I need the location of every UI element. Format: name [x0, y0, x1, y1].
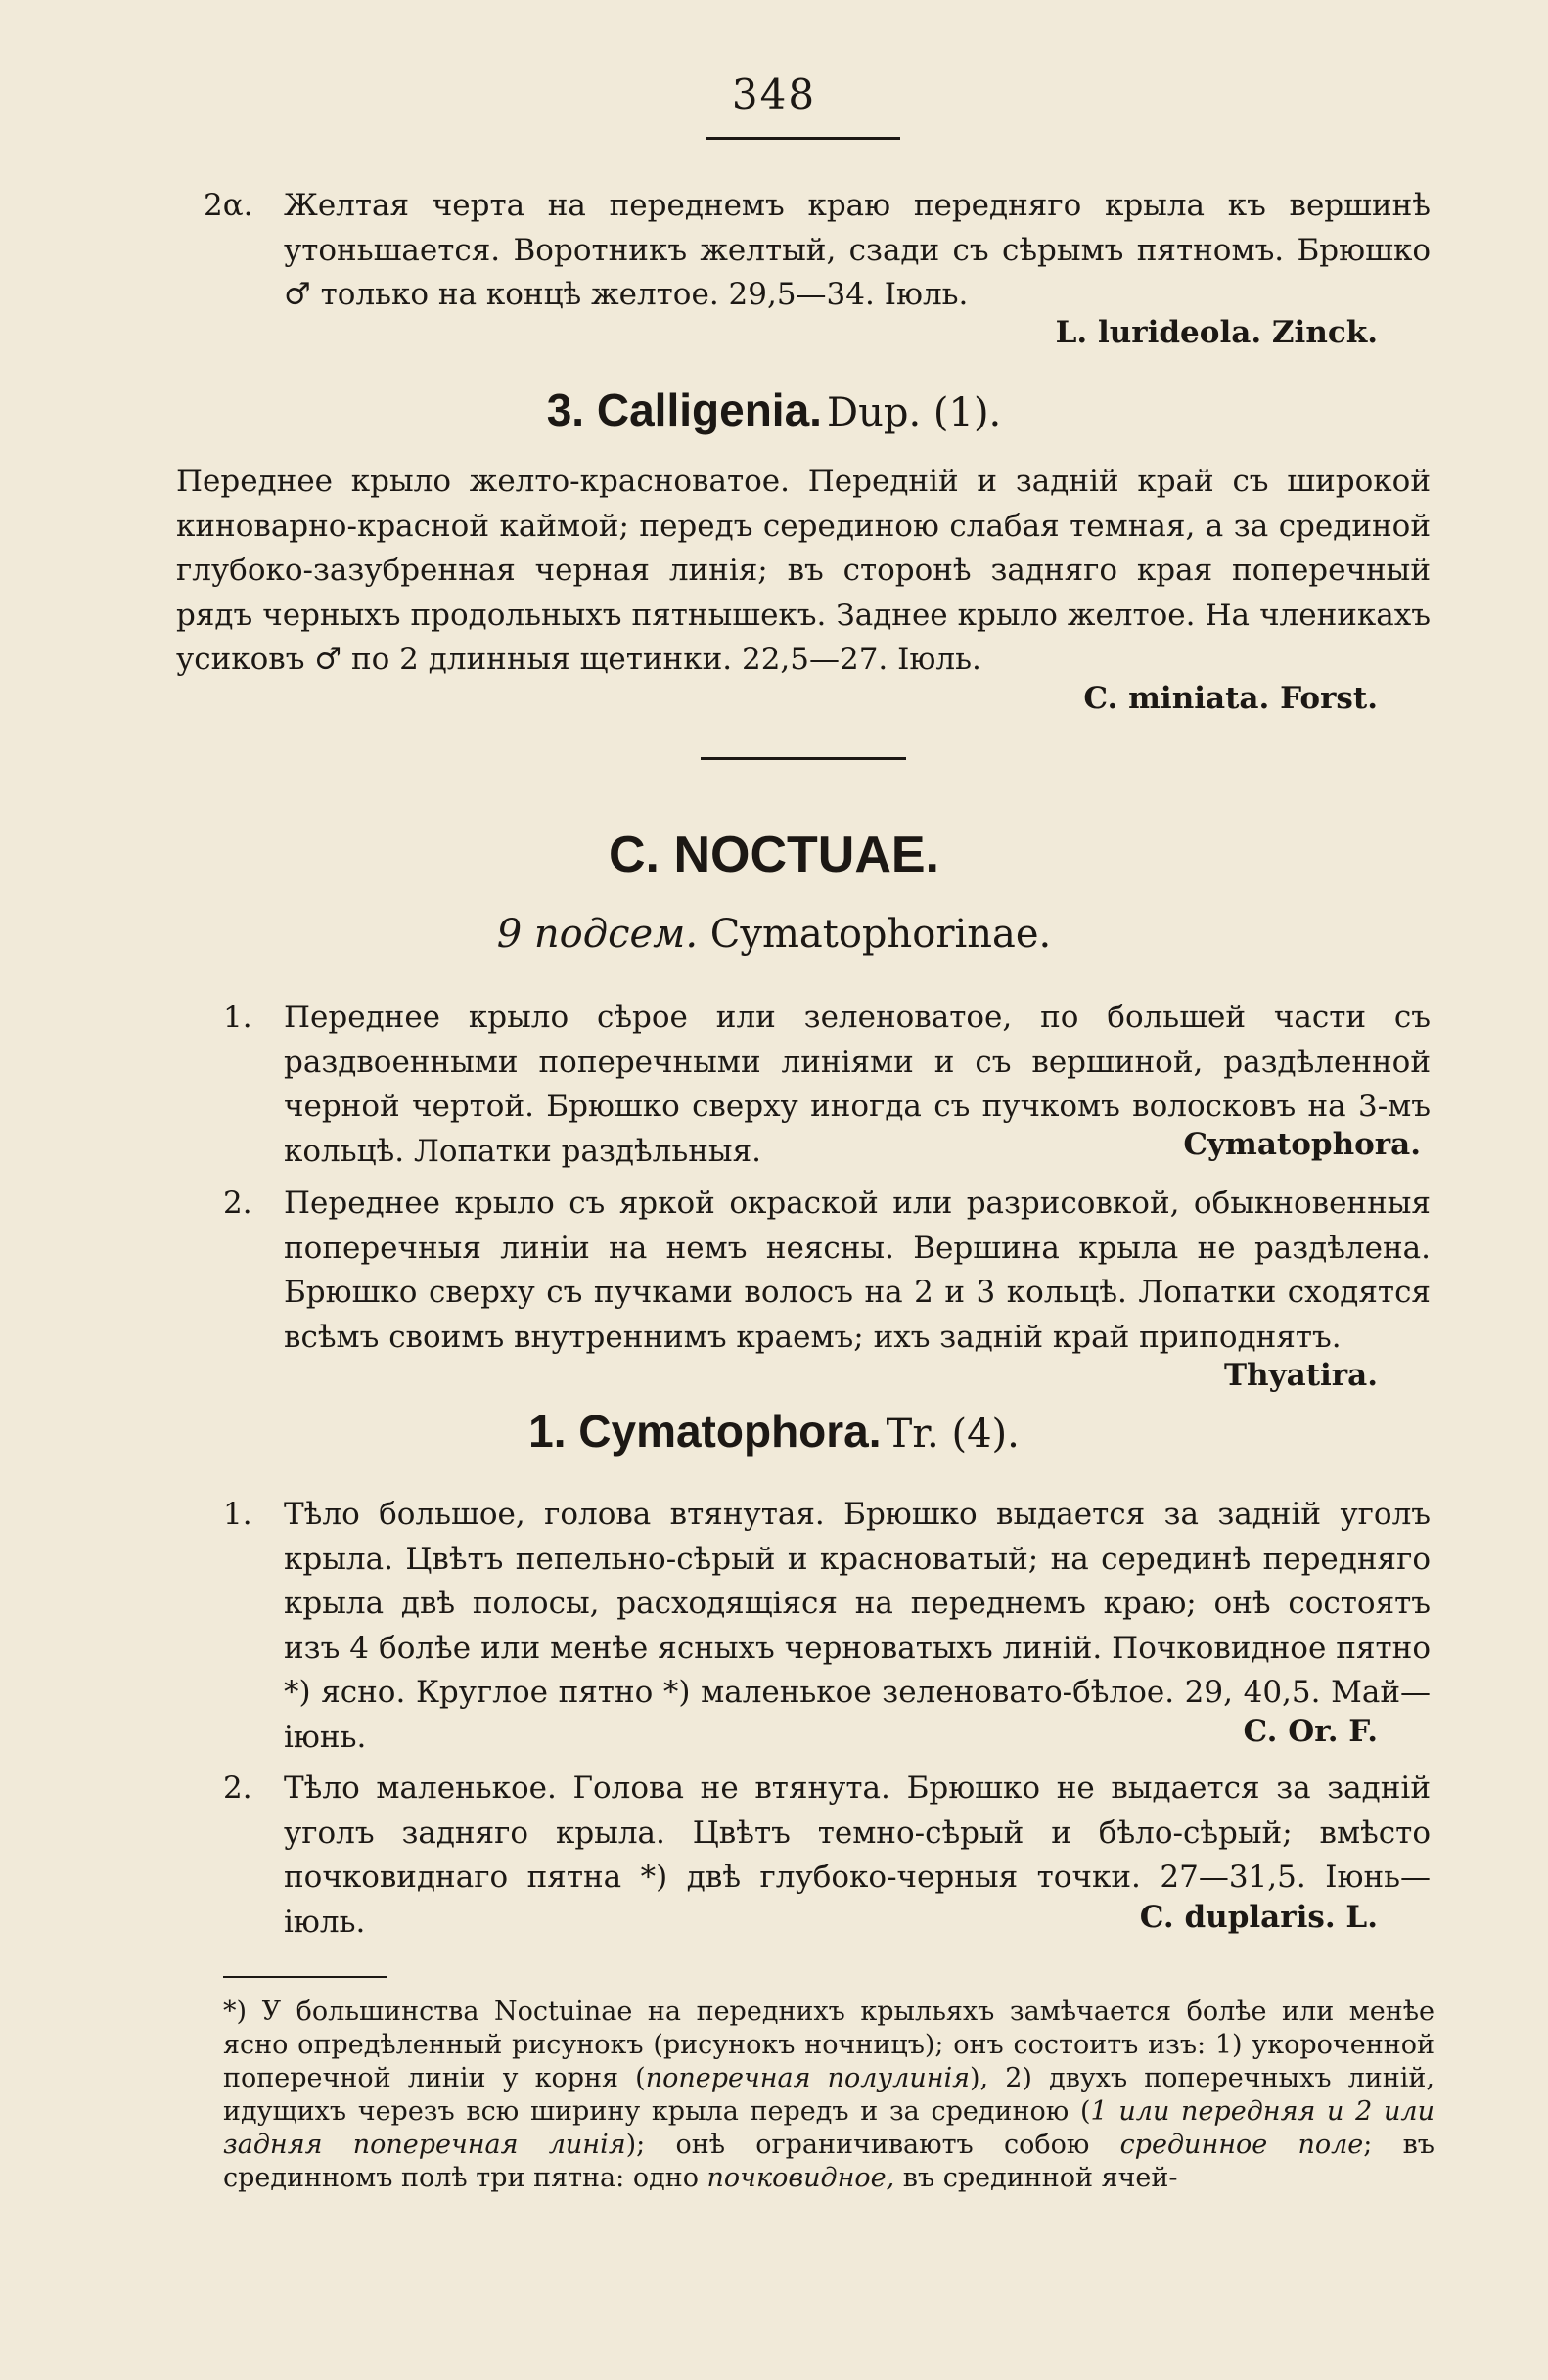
footnote-term-3: срединное поле: [1119, 2130, 1364, 2160]
footnote-term-2: 1 или передняя и 2 или задняя поперечная линія: [223, 2096, 1434, 2160]
key-2-text: Переднее крыло съ яркой окраской или разрисовкой, обыкновенныя поперечныя линіи на немъ неясны. Вершина крыла не раздѣлена. Брюшко сверху съ пучками волосъ на 2 и 3 кольцѣ. Лопатки сходятся всѣмъ своимъ внутреннимъ краемъ; ихъ задній край приподнятъ.: [284, 1186, 1431, 1355]
section-title: C. NOCTUAE.: [609, 827, 939, 883]
page-number: 348: [731, 70, 817, 118]
footnote-text-4: ; въ срединномъ полѣ три пятна: одно: [223, 2130, 1434, 2193]
footnote-term-1: поперечная полулинія: [645, 2063, 971, 2093]
key-1-target: Cymatophora.: [1183, 1127, 1421, 1162]
entry-2a-text: Желтая черта на переднемъ краю передняго крыла къ вершинѣ утоньшается. Воротникъ желтый, сзади съ сѣрымъ пятномъ. Брюшко ♂ только на концѣ желтое. 29,5—34. Іюль.: [284, 188, 1431, 312]
subfamily-heading: [0, 912, 1548, 957]
key-2-number: 2.: [223, 1186, 252, 1221]
footnote-text-3: ); онѣ ограничиваютъ собою: [625, 2130, 1120, 2160]
key-2-target: Thyatira.: [1223, 1358, 1378, 1393]
section-divider: [701, 757, 906, 760]
footnote: [223, 1996, 1434, 2195]
species-key-1-text: Тѣло большое, голова втянутая. Брюшко выдается за задній уголъ крыла. Цвѣтъ пепельно-сѣрый и красноватый; на серединѣ передняго крыла двѣ полосы, расходящіяся на переднемъ краю; онѣ состоятъ изъ 4 болѣе или менѣе ясныхъ черноватыхъ линій. Почковидное пятно *) ясно. Круглое пятно *) маленькое зеленовато-бѣлое. 29, 40,5. Май—іюнь.: [284, 1497, 1431, 1755]
species-key-1-target: C. Or. F.: [1243, 1714, 1378, 1749]
footnote-term-4: почковидное,: [706, 2163, 895, 2193]
genus-name: 3. Calligenia.: [546, 384, 822, 435]
footnote-text-1: *) У большинства Noctuinae на переднихъ крыльяхъ замѣчается болѣе или менѣе ясно опредѣленный рисунокъ (рисунокъ ночницъ); онъ состоитъ изъ: 1) укороченной поперечной линіи у корня (: [223, 1997, 1434, 2093]
species-key-2-number: 2.: [223, 1771, 252, 1806]
footnote-text-2: ), 2) двухъ поперечныхъ линій, идущихъ черезъ всю ширину крыла передъ и за срединою (: [223, 2063, 1434, 2127]
entry-2a-species: L. lurideola. Zinck.: [1055, 315, 1378, 350]
subfamily-name: Cymatophorinae.: [709, 912, 1052, 957]
footnote-rule: [223, 1976, 387, 1978]
key-1-text: Переднее крыло сѣрое или зеленоватое, по большей части съ раздвоенными поперечными линіями и съ вершиной, раздѣленной черной чертой. Брюшко сверху иногда съ пучкомъ волосковъ на 3-мъ кольцѣ. Лопатки раздѣльныя.: [284, 1000, 1431, 1169]
species-key-2-target: C. duplaris. L.: [1139, 1900, 1378, 1935]
genus-author: Dup. (1).: [827, 390, 1002, 435]
genus-name: 1. Cymatophora.: [528, 1406, 882, 1457]
calligenia-species: C. miniata. Forst.: [1083, 681, 1378, 716]
footnote-text-5: въ срединной ячей-: [894, 2163, 1178, 2193]
genus-heading-calligenia: [0, 383, 1548, 436]
genus-author: Tr. (4).: [886, 1412, 1020, 1457]
entry-2a-number: 2α.: [204, 188, 253, 223]
species-key-1-number: 1.: [223, 1497, 252, 1532]
page-number-rule: [706, 137, 900, 140]
calligenia-description: Переднее крыло желто-красноватое. Передній и задній край съ широкой киноварно-красной каймой; передъ серединою слабая темная, а за срединой глубоко-зазубренная черная линія; въ сторонѣ задняго края поперечный рядъ черныхъ продольныхъ пятнышекъ. Заднее крыло желтое. На членикахъ усиковъ ♂ по 2 длинныя щетинки. 22,5—27. Іюль.: [176, 464, 1431, 677]
key-1-number: 1.: [223, 1000, 252, 1035]
genus-heading-cymatophora: [0, 1405, 1548, 1458]
subfamily-prefix: 9 подсем.: [496, 912, 699, 957]
species-key-2-text: Тѣло маленькое. Голова не втянута. Брюшко не выдается за задній уголъ задняго крыла. Цвѣтъ темно-сѣрый и бѣло-сѣрый; вмѣсто почковиднаго пятна *) двѣ глубоко-черныя точки. 27—31,5. Іюнь—іюль.: [284, 1771, 1431, 1940]
